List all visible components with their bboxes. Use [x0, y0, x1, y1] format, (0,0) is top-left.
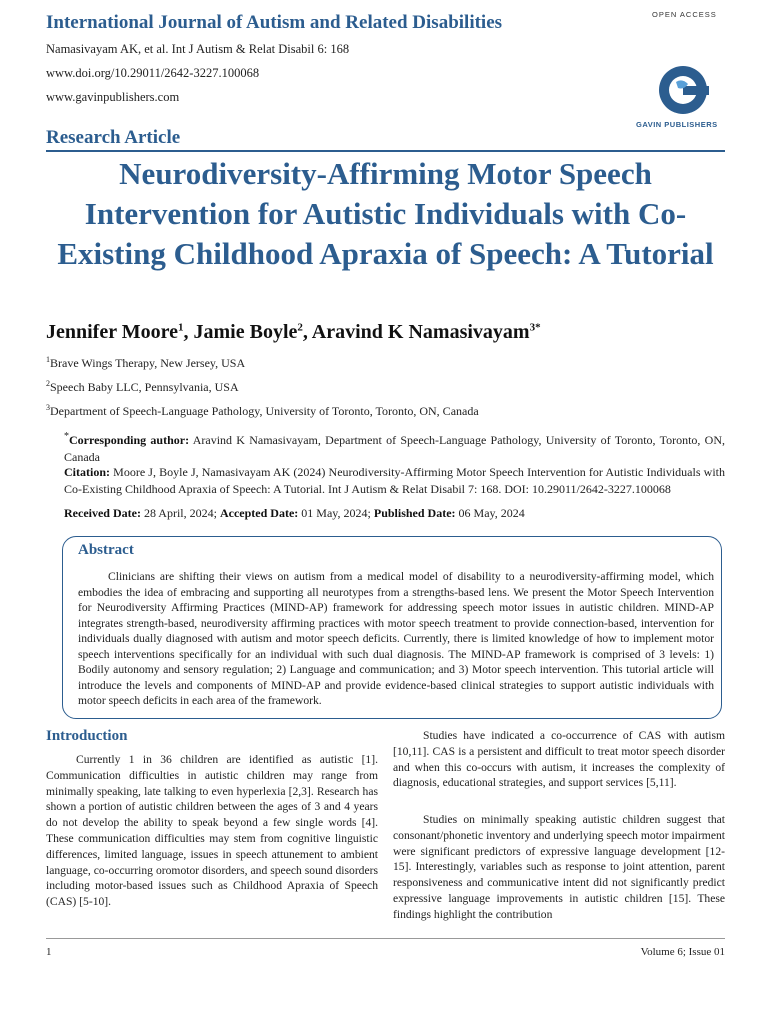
introduction-heading: Introduction: [46, 728, 128, 744]
received-date: 28 April, 2024;: [143, 506, 217, 520]
published-date: 06 May, 2024: [458, 506, 525, 520]
affiliation-text: Department of Speech-Language Pathology, University of Toronto, Toronto, ON, Canada: [50, 404, 479, 418]
header-divider: [46, 150, 725, 152]
doi-link[interactable]: www.doi.org/10.29011/2642-3227.100068: [46, 66, 260, 80]
author-list: Jennifer Moore$^1$, Jamie Boyle$^2$, Aravind K Namasivayam$^{3*}$: [46, 321, 541, 343]
corresponding-text: Aravind K Namasivayam, Department of Speech-Language Pathology, University of Toronto, Toronto, ON, Canada: [64, 433, 726, 464]
affiliation-text: Brave Wings Therapy, New Jersey, USA: [50, 356, 246, 370]
journal-title: International Journal of Autism and Related Disabilities: [46, 12, 503, 33]
affiliation-sup: 3: [46, 403, 50, 412]
body-paragraph: Studies on minimally speaking autistic children suggest that consonant/phonetic inventory and underlying speech motor impairment were significant predictors of expressive language development [12-15]. Interestingly, variables such as response to joint attention, parent responsiveness and communicative intent did not significantly predict expressive language improvements in autistic children [15]. These findings highlight the contribution: [393, 813, 725, 921]
citation-text: Moore J, Boyle J, Namasivayam AK (2024) Neurodiversity-Affirming Motor Speech Intervention for Autistic Individuals with Co-Existing Childhood Apraxia of Speech: A Tutorial. Int J Autism & Relat Disabil 7: 168. DOI: 10.29011/2642-3227.100068: [64, 465, 725, 496]
affiliation: [46, 403, 479, 419]
open-access-label: OPEN ACCESS: [652, 10, 717, 19]
published-label: Published Date:: [373, 506, 456, 520]
accepted-label: Accepted Date:: [219, 506, 299, 520]
citation-short: Namasivayam AK, et al. Int J Autism & Relat Disabil 6: 168: [46, 42, 350, 56]
article-title: Neurodiversity-Affirming Motor Speech Intervention for Autistic Individuals with Co-Existing Childhood Apraxia of Speech: A Tutorial: [57, 156, 714, 271]
citation-label: Citation:: [64, 465, 110, 479]
corresponding-label: Corresponding author:: [69, 433, 190, 447]
open-access-badge: [652, 10, 717, 19]
volume-issue: Volume 6; Issue 01: [640, 946, 725, 958]
received-label: Received Date:: [64, 506, 141, 520]
dates-line: [64, 505, 725, 522]
page-number: 1: [46, 946, 52, 958]
affiliation-text: Speech Baby LLC, Pennsylvania, USA: [50, 380, 239, 394]
affiliation: [46, 355, 245, 371]
affiliation-sup: 2: [46, 379, 50, 388]
article-type: Research Article: [46, 127, 181, 148]
author-name: Aravind K Namasivayam: [311, 321, 530, 343]
corresponding-author: *Corresponding author: Aravind K Namasivayam, Department of Speech-Language Pathology, University of Toronto, Toronto, ON, Canada: [64, 431, 726, 464]
author-sup: 1: [178, 321, 184, 334]
footer-divider: [46, 938, 725, 939]
publisher-name: GAVIN PUBLISHERS: [636, 120, 718, 129]
accepted-date: 01 May, 2024;: [301, 506, 371, 520]
author-name: Jamie Boyle: [193, 321, 298, 343]
affiliation-sup: 1: [46, 355, 50, 364]
intro-paragraph: Currently 1 in 36 children are identified as autistic [1]. Communication difficulties in autistic children may range from minimally speaking, late talking to even hyperlexia [2,3]. Research has shown a portion of autistic children between the ages of 3 and 4 years do not develop the ability to speak beyond a few single words [4]. These communication difficulties may stem from cognitive linguistic differences, limited language, issues in speech attunement to ambient language, co-occurring oromotor disorders, and speech sound disorders including motor-based issues such as Childhood Apraxia of Speech (CAS) [5-10].: [46, 753, 378, 909]
body-paragraph: Studies have indicated a co-occurrence of CAS with autism [10,11]. CAS is a persistent and difficult to treat motor speech disorder and when this co-occurs with autism, it increases the complexity of diagnosis, educational strategies, and support services [5,11].: [393, 729, 725, 790]
author-name: Jennifer Moore: [46, 321, 179, 343]
affiliation: [46, 379, 239, 395]
citation-block: [64, 464, 725, 498]
abstract-heading: Abstract: [78, 542, 134, 558]
site-link[interactable]: www.gavinpublishers.com: [46, 90, 180, 104]
author-sup: 2: [297, 321, 303, 334]
author-sup: 3*: [529, 321, 541, 334]
abstract-text: Clinicians are shifting their views on autism from a medical model of disability to a neurodiversity-affirming model, which embodies the idea of embracing and supporting all neurotypes from a strengths-based lens. We present the Motor Speech Intervention for Neurodiversity Affirming Practices (MIND-AP) framework for addressing speech motor issues in autistic children. MIND-AP integrates strength-based, neurodiversity affirming practices with motor speech treatment to provide connection-based, intervention for individuals dually diagnosed with autism and motor speech deficits. Currently, there is limited knowledge of how to implement motor speech interventions specifically for an individual with such dual diagnosis. The MIND-AP framework is comprised of 3 levels: 1) Bodily autonomy and sensory regulation; 2) Language and communication; and 3) Motor speech intervention. This tutorial article will introduce the levels and components of MIND-AP and provide evidence-based clinical strategies to support autistic individuals with motor speech deficits in each area of the framework.: [78, 570, 714, 707]
